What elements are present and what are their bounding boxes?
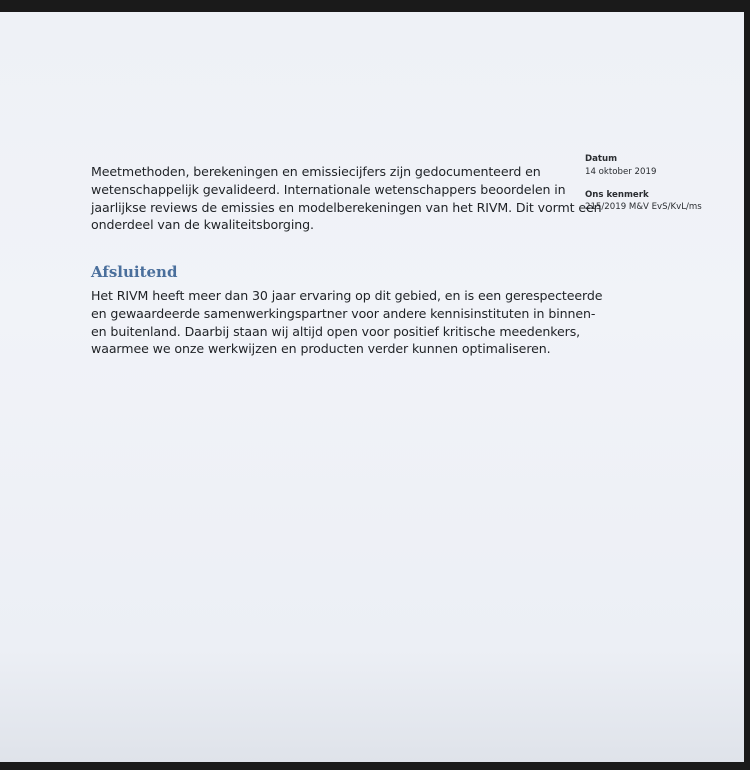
document-page — [0, 12, 744, 762]
kenmerk-label: Ons kenmerk — [585, 190, 649, 200]
datum-label: Datum — [585, 154, 618, 164]
paragraph-line: en buitenland. Daarbij staan wij altijd open voor positief kritische meedenkers, — [91, 323, 581, 339]
paragraph-conclusion — [91, 287, 603, 358]
section-heading: Afsluitend — [91, 263, 178, 281]
paragraph-line: onderdeel van de kwaliteitsborging. — [91, 217, 314, 233]
paragraph-line: Meetmethoden, berekeningen en emissiecijfers zijn gedocumenteerd en — [91, 164, 541, 179]
paragraph-line: jaarlijkse reviews de emissies en modelberekeningen van het RIVM. Dit vormt een — [91, 199, 602, 215]
paragraph-line: waarmee we onze werkwijzen en producten verder kunnen optimaliseren. — [91, 341, 551, 357]
datum-value: 14 oktober 2019 — [585, 167, 657, 177]
paragraph-line: en gewaardeerde samenwerkingspartner voor andere kennisinstituten in binnen- — [91, 305, 596, 321]
paragraph-line: wetenschappelijk gevalideerd. Internationale wetenschappers beoordelen in — [91, 181, 566, 197]
kenmerk-value: 215/2019 M&V EvS/KvL/ms — [585, 202, 702, 212]
paragraph-line: Het RIVM heeft meer dan 30 jaar ervaring op dit gebied, en is een gerespecteerde — [91, 288, 603, 303]
paragraph-validation — [91, 163, 602, 234]
